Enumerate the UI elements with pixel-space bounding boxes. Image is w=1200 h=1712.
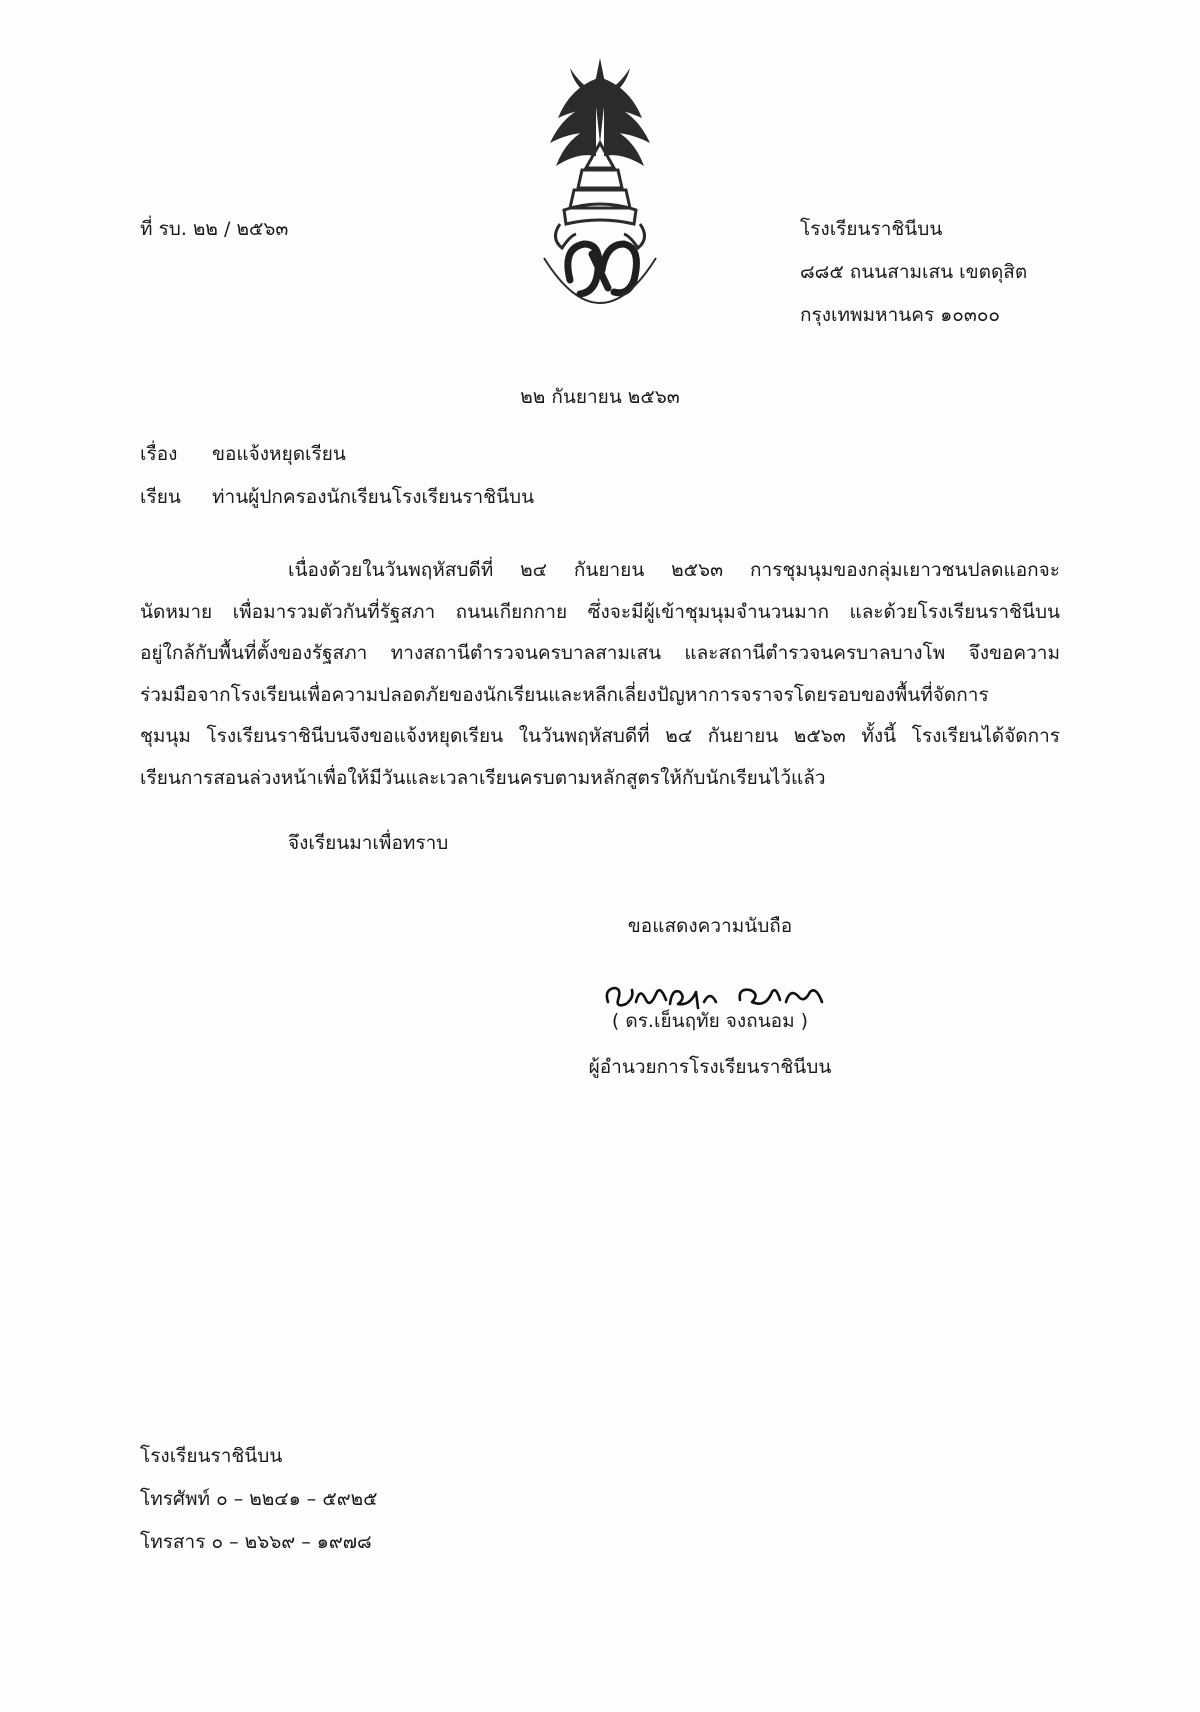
letter-date: ๒๒ กันยายน ๒๕๖๓ — [520, 386, 680, 408]
signer-name: ( ดร.เย็นฤทัย จงถนอม ) — [611, 1010, 809, 1032]
subject-label: เรื่อง — [140, 443, 178, 465]
body-line: เนื่องด้วยในวันพฤหัสบดีที่ ๒๔ กันยายน ๒๕๖๓ การชุมนุมของกลุ่มเยาวชนปลดแอกจะ — [288, 559, 1060, 581]
recipient-row — [140, 486, 534, 509]
closing-text: จึงเรียนมาเพื่อทราบ — [288, 832, 449, 854]
body-line: นัดหมาย เพื่อมารวมตัวกันที่รัฐสภา ถนนเกียกกาย ซึ่งจะมีผู้เข้าชุมนุมจำนวนมาก และด้วยโรงเรียนราชินีบน — [140, 600, 1060, 623]
letter-body — [140, 550, 1060, 799]
footer-fax: โทรสาร ๐ – ๒๖๖๙ – ๑๙๗๘ — [140, 1531, 372, 1553]
reference-number: ที่ รบ. ๒๒ / ๒๕๖๓ — [140, 218, 289, 240]
body-line: อยู่ใกล้กับพื้นที่ตั้งของรัฐสภา ทางสถานีตำรวจนครบาลสามเสน และสถานีตำรวจนครบาลบางโพ จึงขอความ — [140, 642, 1060, 664]
signer-position: ผู้อำนวยการโรงเรียนราชินีบน — [588, 1056, 832, 1078]
school-emblem-icon — [510, 48, 690, 318]
footer-org: โรงเรียนราชินีบน — [140, 1445, 283, 1467]
body-line: ชุมนุม โรงเรียนราชินีบนจึงขอแจ้งหยุดเรียน ในวันพฤหัสบดีที่ ๒๔ กันยายน ๒๕๖๓ ทั้งนี้ โรงเรียนได้จัดการ — [140, 725, 1060, 747]
sender-address — [800, 218, 1027, 347]
subject-row — [140, 443, 346, 466]
footer-phone: โทรศัพท์ ๐ – ๒๒๔๑ – ๕๙๒๕ — [140, 1488, 378, 1510]
address-line-1: โรงเรียนราชินีบน — [800, 218, 943, 240]
address-line-3: กรุงเทพมหานคร ๑๐๓๐๐ — [800, 304, 1001, 326]
regards-text: ขอแสดงความนับถือ — [627, 915, 793, 937]
recipient-label: เรียน — [140, 486, 181, 508]
letter-footer — [140, 1445, 378, 1574]
subject-text: ขอแจ้งหยุดเรียน — [212, 443, 346, 465]
address-line-2: ๘๘๕ ถนนสามเสน เขตดุสิต — [800, 261, 1028, 283]
body-line: ร่วมมือจากโรงเรียนเพื่อความปลอดภัยของนักเรียนและหลีกเลี่ยงปัญหาการจราจรโดยรอบของพื้นที่จัดการ — [140, 683, 989, 706]
recipient-text: ท่านผู้ปกครองนักเรียนโรงเรียนราชินีบน — [212, 486, 535, 508]
body-line: เรียนการสอนล่วงหน้าเพื่อให้มีวันและเวลาเรียนครบตามหลักสูตรให้กับนักเรียนไว้แล้ว — [140, 766, 826, 789]
